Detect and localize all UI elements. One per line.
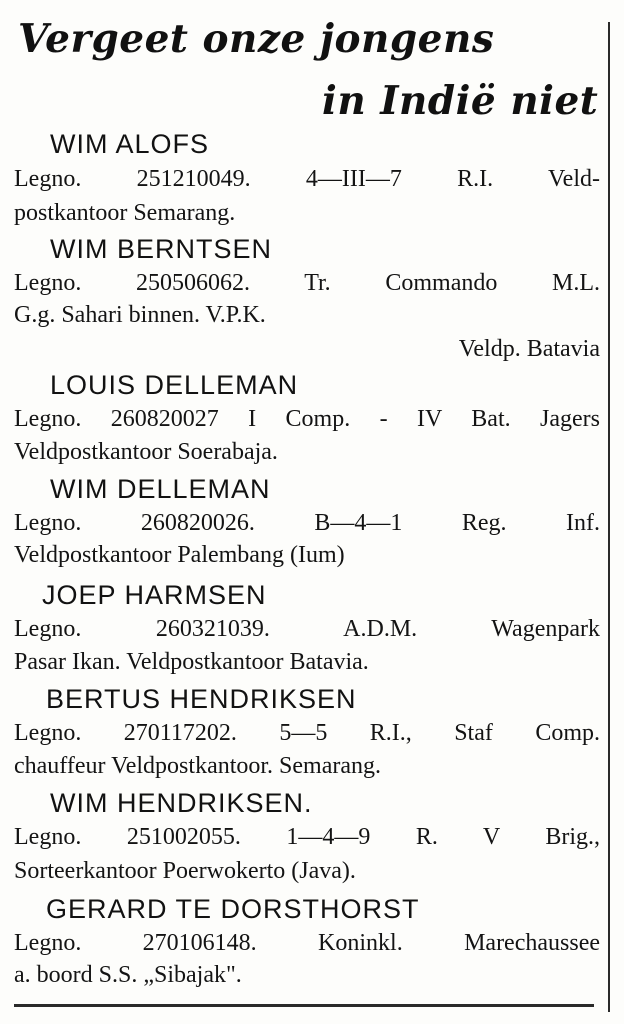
soldier-name: BERTUS HENDRIKSEN (46, 684, 357, 714)
address-line: postkantoor Semarang. (14, 200, 236, 226)
address-line: Veldpostkantoor Soerabaja. (14, 439, 278, 465)
address-line: a. boord S.S. „Sibajak". (14, 962, 242, 988)
soldier-name: WIM BERNTSEN (50, 234, 273, 264)
address-line: Legno. 251002055. 1—4—9 R. V Brig., (14, 824, 600, 850)
headline-line-2: in Indië niet (322, 78, 599, 124)
address-line: chauffeur Veldpostkantoor. Semarang. (14, 753, 382, 779)
address-line: Legno. 260820027 I Comp. - IV Bat. Jagers (14, 406, 600, 432)
soldier-name: GERARD TE DORSTHORST (46, 894, 420, 924)
soldier-name: LOUIS DELLEMAN (50, 370, 299, 400)
address-line: Legno. 251210049. 4—III—7 R.I. Veld- (14, 166, 600, 192)
column-rule-bottom (14, 1004, 594, 1007)
address-line: Legno. 260820026. B—4—1 Reg. Inf. (14, 510, 600, 536)
address-line: Legno. 250506062. Tr. Commando M.L. (14, 270, 600, 296)
address-line: Legno. 270117202. 5—5 R.I., Staf Comp. (14, 720, 600, 746)
soldier-name: WIM ALOFS (50, 129, 210, 159)
address-line: Veldpostkantoor Palembang (Ium) (14, 542, 345, 568)
address-line: Veldp. Batavia (458, 336, 600, 362)
headline-line-1: Vergeet onze jongens (18, 16, 495, 62)
soldier-name: WIM DELLEMAN (50, 474, 271, 504)
column-rule-vertical (608, 22, 610, 1012)
address-line: Legno. 270106148. Koninkl. Marechaussee (14, 930, 600, 956)
address-line: Sorteerkantoor Poerwokerto (Java). (14, 858, 356, 884)
soldier-name: JOEP HARMSEN (42, 580, 267, 610)
address-line: G.g. Sahari binnen. V.P.K. (14, 302, 266, 328)
soldier-name: WIM HENDRIKSEN. (50, 788, 313, 818)
address-line: Pasar Ikan. Veldpostkantoor Batavia. (14, 649, 369, 675)
address-line: Legno. 260321039. A.D.M. Wagenpark (14, 616, 600, 642)
